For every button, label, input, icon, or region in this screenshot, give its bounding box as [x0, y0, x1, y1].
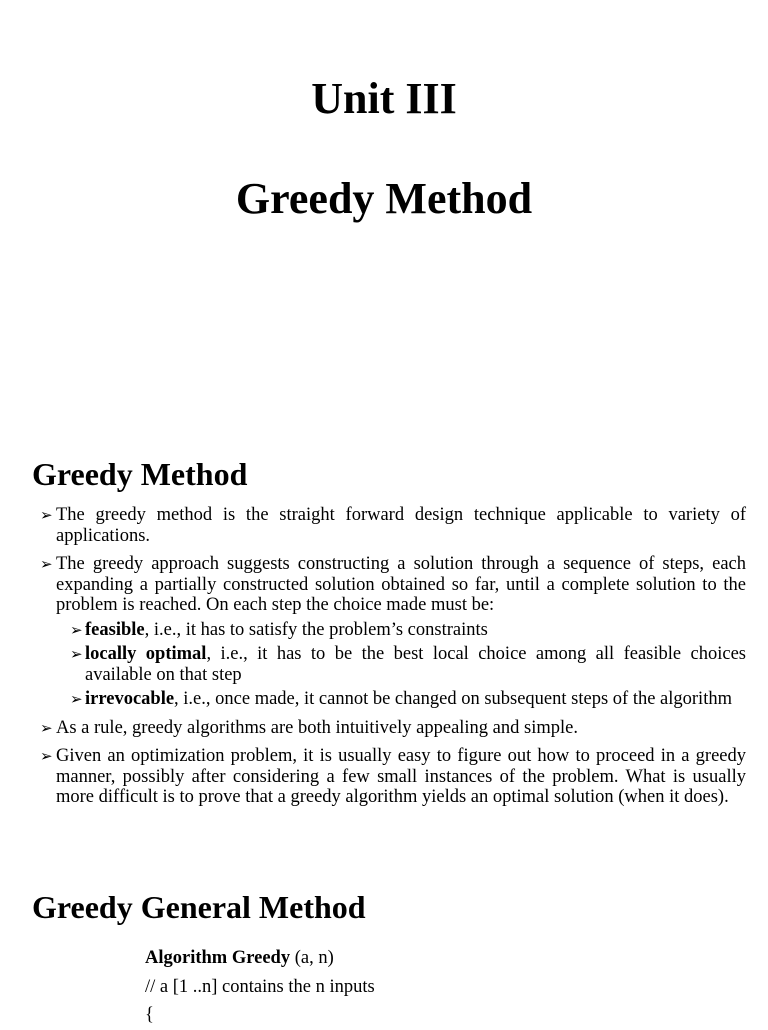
bullet-list: [40, 505, 746, 816]
sub-bullet-text: , i.e., once made, it cannot be changed on subsequent steps of the algorithm: [174, 689, 732, 709]
sub-bullet-item: [56, 689, 746, 710]
algorithm-signature: [145, 944, 375, 973]
algorithm-open-brace: {: [145, 1005, 154, 1025]
arrow-bullet-icon: ➢: [70, 647, 83, 663]
bullet-text: Given an optimization problem, it is usually easy to figure out how to proceed in a greedy manner, possibly after considering a few small instances of the problem. What is usually more difficult is to prove that a greedy algorithm yields an optimal solution (when it does).: [56, 746, 746, 807]
sub-bullet-text: , i.e., it has to satisfy the problem’s constraints: [144, 619, 488, 640]
arrow-bullet-icon: ➢: [40, 749, 53, 765]
page-title: Greedy Method: [235, 174, 533, 223]
sub-bullet-term: feasible: [85, 619, 145, 640]
bullet-item: [40, 554, 746, 710]
bullet-text: The greedy method is the straight forward design technique applicable to variety of applications.: [56, 505, 746, 546]
sub-bullet-item: [56, 644, 746, 685]
bullet-item: [40, 746, 746, 808]
algorithm-name: Algorithm Greedy: [145, 948, 291, 968]
bullet-item: [40, 505, 746, 546]
section-heading-general-method: Greedy General Method: [32, 889, 366, 925]
arrow-bullet-icon: ➢: [40, 508, 53, 524]
bullet-item: [40, 718, 746, 739]
arrow-bullet-icon: ➢: [70, 692, 83, 708]
sub-bullet-term: locally optimal: [85, 644, 207, 664]
sub-bullet-term: irrevocable: [85, 689, 175, 709]
bullet-text: The greedy approach suggests constructing a solution through a sequence of steps, each expanding a partially constructed solution obtained so far, until a complete solution to the problem is reached. On each step the choice made must be:: [56, 554, 746, 615]
sub-bullet-list: [56, 620, 746, 710]
section-heading-greedy-method: Greedy Method: [32, 456, 248, 492]
algorithm-params: (a, n): [290, 948, 334, 968]
arrow-bullet-icon: ➢: [40, 720, 53, 737]
arrow-bullet-icon: ➢: [40, 557, 53, 573]
sub-bullet-text: , i.e., it has to be the best local choice among all feasible choices available on that step: [85, 644, 747, 685]
algorithm-comment: // a [1 ..n] contains the n inputs: [145, 976, 375, 997]
algorithm-block: [145, 944, 375, 1030]
sub-bullet-item: [56, 620, 746, 641]
unit-title: Unit III: [311, 74, 457, 123]
bullet-text: As a rule, greedy algorithms are both intuitively appealing and simple.: [56, 717, 578, 738]
arrow-bullet-icon: ➢: [70, 622, 83, 639]
